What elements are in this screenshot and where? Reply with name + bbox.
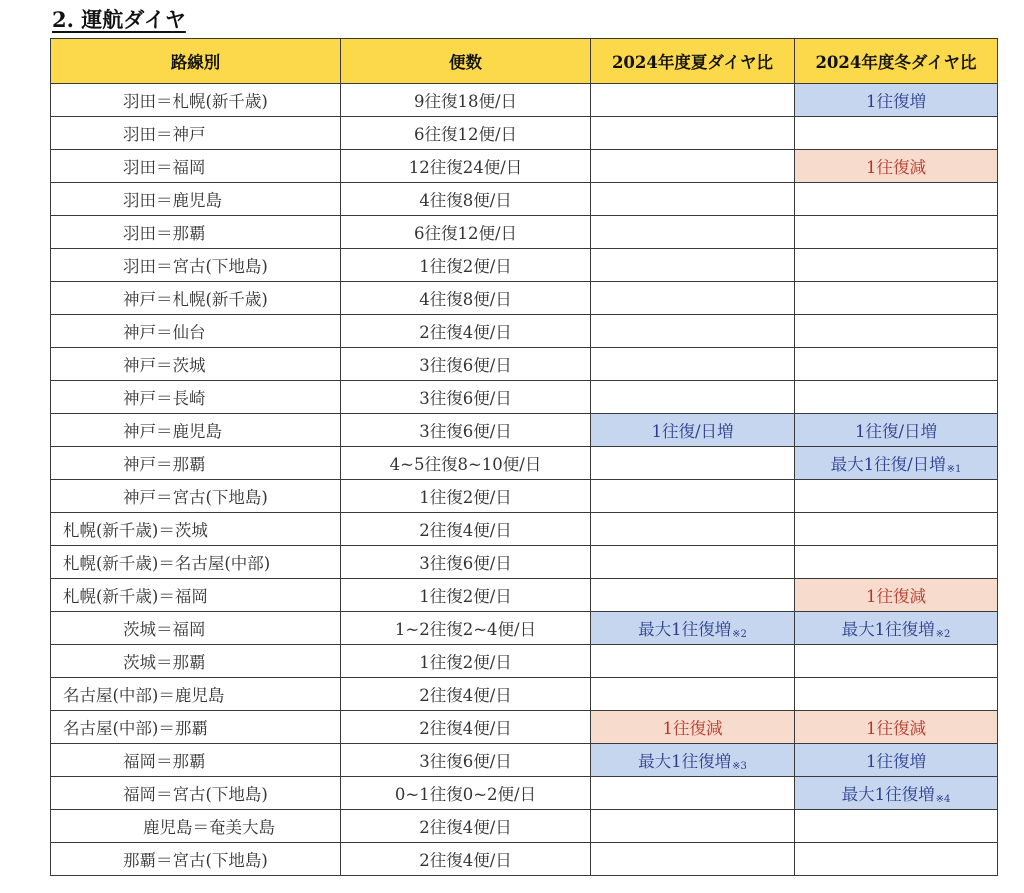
summer-change-cell <box>591 513 795 546</box>
table-row <box>51 447 998 480</box>
table-row <box>51 579 998 612</box>
summer-change-cell <box>591 117 795 150</box>
winter-change-cell <box>795 612 998 645</box>
route-cell: 神戸＝鹿児島 <box>51 414 341 447</box>
winter-change-cell <box>795 216 998 249</box>
summer-change-cell <box>591 348 795 381</box>
route-cell: 福岡＝宮古(下地島) <box>51 777 341 810</box>
winter-change-cell <box>795 381 998 414</box>
route-cell: 羽田＝那覇 <box>51 216 341 249</box>
flights-cell: 4~5往復8~10便/日 <box>341 447 591 480</box>
winter-change-cell <box>795 414 998 447</box>
flights-cell: 0~1往復0~2便/日 <box>341 777 591 810</box>
summer-change-cell <box>591 84 795 117</box>
route-cell: 札幌(新千歳)＝名古屋(中部) <box>51 546 341 579</box>
table-row <box>51 546 998 579</box>
route-cell: 神戸＝宮古(下地島) <box>51 480 341 513</box>
route-cell: 神戸＝仙台 <box>51 315 341 348</box>
winter-change-text: 1往復減 <box>866 719 926 738</box>
winter-footnote-mark: ※1 <box>946 464 962 475</box>
flights-cell: 3往復6便/日 <box>341 348 591 381</box>
flights-cell: 2往復4便/日 <box>341 843 591 876</box>
summer-change-cell <box>591 579 795 612</box>
flights-cell: 9往復18便/日 <box>341 84 591 117</box>
winter-change-cell <box>795 579 998 612</box>
winter-change-cell <box>795 117 998 150</box>
summer-change-cell <box>591 216 795 249</box>
route-cell: 羽田＝宮古(下地島) <box>51 249 341 282</box>
summer-change-cell <box>591 150 795 183</box>
flights-cell: 4往復8便/日 <box>341 282 591 315</box>
table-row <box>51 84 998 117</box>
summer-change-text: 1往復減 <box>662 719 723 738</box>
route-cell: 神戸＝札幌(新千歳) <box>51 282 341 315</box>
winter-change-cell <box>795 546 998 579</box>
route-cell: 福岡＝那覇 <box>51 744 341 777</box>
table-row <box>51 381 998 414</box>
table-row <box>51 480 998 513</box>
winter-change-cell <box>795 678 998 711</box>
table-row <box>51 645 998 678</box>
route-cell: 神戸＝那覇 <box>51 447 341 480</box>
flight-schedule-table <box>50 38 998 876</box>
flights-cell: 3往復6便/日 <box>341 381 591 414</box>
table-row <box>51 216 998 249</box>
winter-change-cell <box>795 348 998 381</box>
summer-change-cell <box>591 645 795 678</box>
flights-cell: 2往復4便/日 <box>341 711 591 744</box>
summer-change-text: 最大1往復増 <box>638 752 732 771</box>
summer-footnote-mark: ※3 <box>732 761 747 772</box>
flights-cell: 6往復12便/日 <box>341 216 591 249</box>
table-row <box>51 744 998 777</box>
summer-change-cell <box>591 546 795 579</box>
flights-cell: 2往復4便/日 <box>341 810 591 843</box>
flights-cell: 3往復6便/日 <box>341 744 591 777</box>
summer-change-cell <box>591 711 795 744</box>
flights-cell: 3往復6便/日 <box>341 546 591 579</box>
summer-change-cell <box>591 744 795 777</box>
winter-change-text: 1往復増 <box>866 92 926 111</box>
summer-change-cell <box>591 249 795 282</box>
table-row <box>51 810 998 843</box>
table-row <box>51 777 998 810</box>
table-row <box>51 843 998 876</box>
summer-change-cell <box>591 843 795 876</box>
route-cell: 茨城＝福岡 <box>51 612 341 645</box>
header-flights: 便数 <box>341 39 591 84</box>
route-cell: 茨城＝那覇 <box>51 645 341 678</box>
table-row <box>51 348 998 381</box>
table-row <box>51 117 998 150</box>
table-row <box>51 183 998 216</box>
route-cell: 羽田＝神戸 <box>51 117 341 150</box>
flights-cell: 1往復2便/日 <box>341 480 591 513</box>
table-row <box>51 612 998 645</box>
header-summer-comparison: 2024年度夏ダイヤ比 <box>591 39 795 84</box>
summer-change-cell <box>591 480 795 513</box>
route-cell: 札幌(新千歳)＝茨城 <box>51 513 341 546</box>
winter-change-text: 最大1往復/日増 <box>830 455 946 474</box>
winter-change-cell <box>795 282 998 315</box>
route-cell: 羽田＝福岡 <box>51 150 341 183</box>
summer-footnote-mark: ※2 <box>732 629 747 640</box>
summer-change-cell <box>591 315 795 348</box>
summer-change-text: 1往復/日増 <box>651 422 734 441</box>
winter-footnote-mark: ※2 <box>935 629 951 640</box>
table-row <box>51 414 998 447</box>
summer-change-text: 最大1往復増 <box>638 620 732 639</box>
summer-change-cell <box>591 777 795 810</box>
flights-cell: 6往復12便/日 <box>341 117 591 150</box>
route-cell: 鹿児島＝奄美大島 <box>51 810 341 843</box>
summer-change-cell <box>591 414 795 447</box>
winter-change-cell <box>795 777 998 810</box>
flights-cell: 1往復2便/日 <box>341 249 591 282</box>
winter-change-cell <box>795 513 998 546</box>
winter-change-cell <box>795 84 998 117</box>
flights-cell: 2往復4便/日 <box>341 513 591 546</box>
winter-change-text: 1往復減 <box>866 587 926 606</box>
flights-cell: 2往復4便/日 <box>341 678 591 711</box>
winter-change-text: 1往復減 <box>866 158 926 177</box>
table-body <box>51 84 998 876</box>
flights-cell: 12往復24便/日 <box>341 150 591 183</box>
summer-change-cell <box>591 381 795 414</box>
winter-change-cell <box>795 711 998 744</box>
header-winter-comparison: 2024年度冬ダイヤ比 <box>795 39 998 84</box>
table-header-row <box>51 39 998 84</box>
route-cell: 那覇＝宮古(下地島) <box>51 843 341 876</box>
winter-change-cell <box>795 744 998 777</box>
summer-change-cell <box>591 612 795 645</box>
flights-cell: 1~2往復2~4便/日 <box>341 612 591 645</box>
route-cell: 神戸＝長崎 <box>51 381 341 414</box>
route-cell: 羽田＝札幌(新千歳) <box>51 84 341 117</box>
route-cell: 神戸＝茨城 <box>51 348 341 381</box>
header-route: 路線別 <box>51 39 341 84</box>
section-title: 2. 運航ダイヤ <box>52 7 186 32</box>
table-row <box>51 315 998 348</box>
winter-change-text: 1往復増 <box>866 752 926 771</box>
winter-change-cell <box>795 150 998 183</box>
table-row <box>51 711 998 744</box>
summer-change-cell <box>591 282 795 315</box>
summer-change-cell <box>591 678 795 711</box>
route-cell: 札幌(新千歳)＝福岡 <box>51 579 341 612</box>
flights-cell: 1往復2便/日 <box>341 645 591 678</box>
winter-change-cell <box>795 645 998 678</box>
summer-change-cell <box>591 810 795 843</box>
winter-change-cell <box>795 843 998 876</box>
summer-change-cell <box>591 447 795 480</box>
winter-change-cell <box>795 249 998 282</box>
flights-cell: 4往復8便/日 <box>341 183 591 216</box>
route-cell: 名古屋(中部)＝那覇 <box>51 711 341 744</box>
flights-cell: 2往復4便/日 <box>341 315 591 348</box>
flights-cell: 1往復2便/日 <box>341 579 591 612</box>
winter-change-text: 最大1往復増 <box>841 785 935 804</box>
winter-change-text: 最大1往復増 <box>841 620 935 639</box>
table-row <box>51 678 998 711</box>
winter-change-cell <box>795 447 998 480</box>
route-cell: 羽田＝鹿児島 <box>51 183 341 216</box>
winter-change-cell <box>795 315 998 348</box>
table-row <box>51 249 998 282</box>
table-row <box>51 282 998 315</box>
winter-footnote-mark: ※4 <box>935 794 951 805</box>
winter-change-cell <box>795 480 998 513</box>
winter-change-text: 1往復/日増 <box>854 422 938 441</box>
winter-change-cell <box>795 183 998 216</box>
table-row <box>51 150 998 183</box>
summer-change-cell <box>591 183 795 216</box>
route-cell: 名古屋(中部)＝鹿児島 <box>51 678 341 711</box>
flights-cell: 3往復6便/日 <box>341 414 591 447</box>
winter-change-cell <box>795 810 998 843</box>
table-row <box>51 513 998 546</box>
